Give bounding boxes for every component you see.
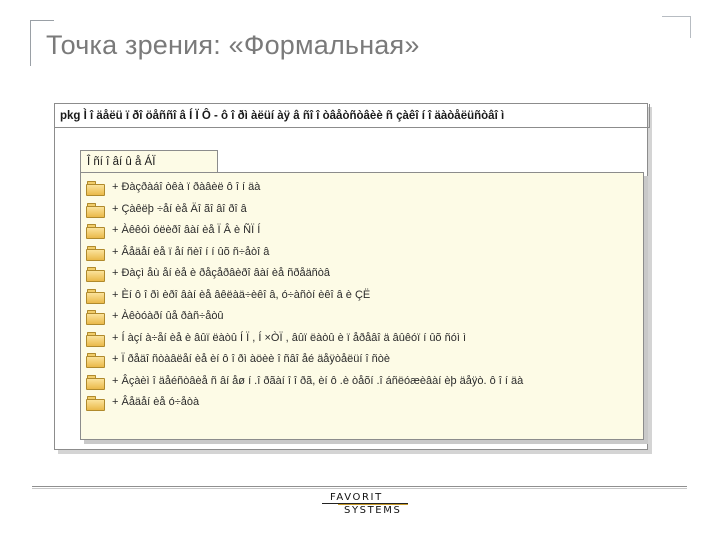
footer-divider-light: [32, 488, 687, 489]
folder-icon: [86, 310, 104, 323]
folder-icon: [86, 289, 104, 302]
diagram-frame-label: pkg Ì î äåëü ï ðî öåññî â Í Ï Ô - ô î ðì àëüí àÿ â ñî î òâåòñòâèè ñ çàêî í î äàòåëüñòâî ì: [55, 104, 650, 128]
logo-line-2: SYSTEMS: [344, 505, 402, 516]
package-element-name: + Èí ô î ðì èðî âàí èå âêëàä÷èêî â, ó÷àñòí èêî â è ÇË: [112, 289, 371, 301]
package-element: [86, 285, 638, 305]
folder-icon: [86, 353, 104, 366]
title-corner-vertical: [30, 20, 31, 66]
package-element-name: + Ðàçì åù åí èå è ðåçåðâèðî âàí èå ñðåäñòâ: [112, 267, 331, 279]
top-right-corner-line-vertical: [690, 16, 691, 38]
slide-title: Точка зрения: «Формальная»: [46, 30, 420, 60]
package-element-name: + Í àçí à÷åí èå è âûï ëàòû Í Ï , Í ×ÒÏ , âûï ëàòû è ï åðåâî ä âûêóï í ûõ ñóì ì: [112, 332, 467, 344]
folder-icon: [86, 267, 104, 280]
package-element-name: + Àêòóàðí ûå ðàñ÷åòû: [112, 310, 224, 322]
top-right-corner-line: [662, 16, 690, 17]
package-element-name: + Çàêëþ ÷åí èå Äî ãî âî ðî â: [112, 203, 247, 215]
folder-icon: [86, 181, 104, 194]
folder-icon: [86, 332, 104, 345]
package-element: [86, 199, 638, 219]
title-corner-horizontal: [30, 20, 54, 21]
footer-divider: [32, 486, 687, 487]
favorit-systems-logo: [318, 492, 418, 518]
package-element-name: + Âåäåí èå ó÷åòà: [112, 396, 200, 408]
folder-icon: [86, 375, 104, 388]
package-element: [86, 242, 638, 262]
package-tab: Î ñí î âí û å ÁÏ: [80, 150, 218, 173]
folder-icon: [86, 224, 104, 237]
package-element-name: + Ðàçðàáî òêà ï ðàâèë ô î í äà: [112, 181, 261, 193]
package-shadow-bottom: [84, 440, 648, 444]
folder-icon: [86, 396, 104, 409]
logo-line-1: FAVORIT: [330, 492, 383, 503]
package-element: [86, 371, 638, 391]
package-element-name: + Âçàèì î äåéñòâèå ñ âí åø í .î ðãàí î î ðã, èí ô .è òåõí .î áñëóæèâàí èþ äåÿò. ô î í äà: [112, 375, 524, 387]
folder-icon: [86, 203, 104, 216]
package-shadow-right: [644, 176, 648, 444]
package-element: [86, 220, 638, 240]
package-element: [86, 349, 638, 369]
package-element: [86, 328, 638, 348]
package-element: [86, 392, 638, 412]
package-element-name: + Ï ðåäî ñòàâëåí èå èí ô î ðì àöèè î ñâî åé äåÿòåëüí î ñòè: [112, 353, 390, 365]
package-element: [86, 306, 638, 326]
package-element-name: + Àêêóì óëèðî âàí èå Ï Â è ÑÏ Í: [112, 224, 261, 236]
package-element: [86, 177, 638, 197]
package-element-name: + Âåäåí èå ï åí ñèî í í ûõ ñ÷åòî â: [112, 246, 270, 258]
folder-icon: [86, 246, 104, 259]
package-element: [86, 263, 638, 283]
